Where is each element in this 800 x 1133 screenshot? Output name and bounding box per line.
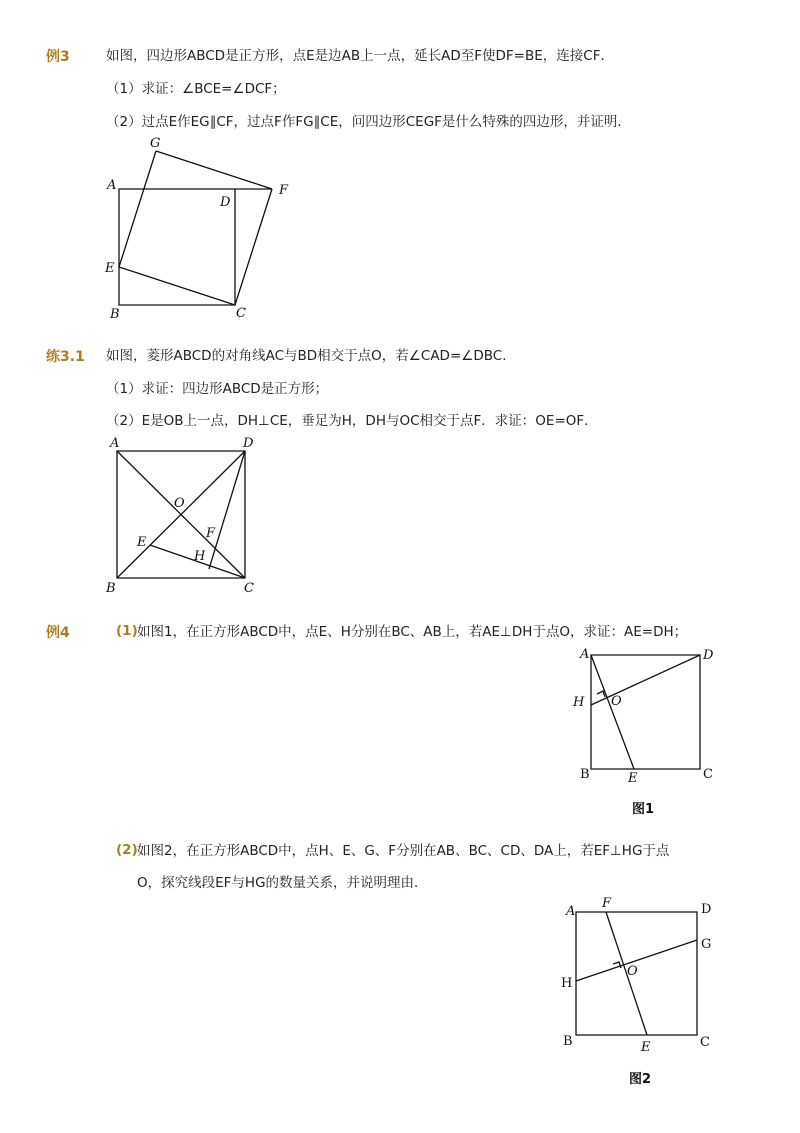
point-e-label-3: E [628,771,638,786]
exercise-3-1-question-1: （1）求证：四边形ABCD是正方形； [106,381,329,397]
example-4-label: 例4 [46,625,70,641]
point-f-label-2: F [206,526,216,541]
point-b-label-2: B [106,581,116,596]
example-4-part-2-text: 如图2，在正方形ABCD中，点H、E、G、F分别在AB、BC、CD、DA上，若EF⊥HG于点 [137,843,670,859]
point-c-label-4: C [700,1035,710,1050]
point-d-label-4: D [701,902,712,917]
point-o-label-3: O [611,694,622,709]
example-4-part-1-text: 如图1，在正方形ABCD中，点E、H分别在BC、AB上，若AE⊥DH于点O，求证：AE=DH； [137,624,688,640]
point-c-label-2: C [244,581,254,596]
figure-2-caption: 图2 [629,1072,652,1087]
example-3-question-2: （2）过点E作EG∥CF，过点F作FG∥CE，问四边形CEGF是什么特殊的四边形，并证明． [106,114,631,130]
point-h-label-2: H [194,549,206,564]
point-a-label-2: A [110,436,120,451]
point-h-label-3: H [573,695,585,710]
point-d-label-2: D [243,436,254,451]
exercise-3-1-stem: 如图，菱形ABCD的对角线AC与BD相交于点O，若∠CAD=∠DBC． [106,348,516,364]
exercise-3-1-label: 练3.1 [46,349,85,365]
point-g-label-4: G [701,937,712,952]
point-o-label-2: O [174,496,185,511]
point-b-label-3: B [580,767,590,782]
point-d-label-3: D [703,648,714,663]
point-e-label: E [105,261,115,276]
figure-1-caption: 图1 [632,802,655,817]
point-o-label-4: O [627,964,638,979]
point-h-label-4: H [561,976,573,991]
example-4-part-1-number: (1) [116,623,138,639]
point-f-label: F [279,183,289,198]
point-g-label: G [150,136,161,151]
point-f-label-4: F [602,896,612,911]
example-4-part-2-number: (2) [116,842,138,858]
point-e-label-4: E [641,1040,651,1055]
point-a-label-4: A [566,904,576,919]
exercise-3-1-question-2: （2）E是OB上一点，DH⊥CE，垂足为H，DH与OC相交于点F．求证：OE=OF． [106,413,598,429]
point-b-label-4: B [563,1034,573,1049]
example-3-question-1: （1）求证：∠BCE=∠DCF； [106,81,286,97]
point-a-label: A [107,178,117,193]
point-e-label-2: E [137,535,147,550]
point-d-label: D [220,195,231,210]
point-c-label: C [236,306,246,321]
example-3-stem: 如图，四边形ABCD是正方形，点E是边AB上一点，延长AD至F使DF=BE，连接CF． [106,48,614,64]
point-c-label-3: C [703,767,713,782]
example-4-part-2-text-continued: O，探究线段EF与HG的数量关系，并说明理由． [137,875,428,891]
point-a-label-3: A [580,647,590,662]
example-3-label: 例3 [46,49,70,65]
point-b-label: B [110,307,120,322]
